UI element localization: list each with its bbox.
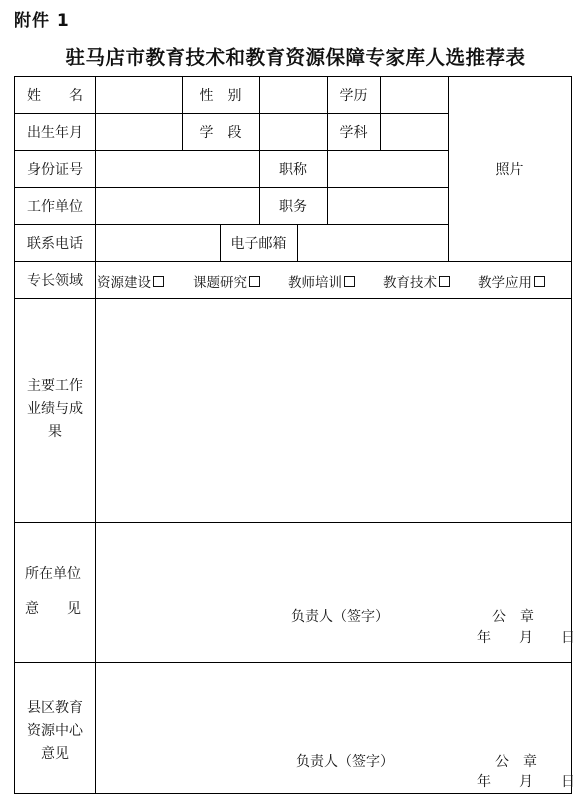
row-divider <box>15 261 571 262</box>
row-divider <box>15 298 571 299</box>
title-rank-label: 职称 <box>279 161 307 178</box>
row-divider <box>15 662 571 663</box>
recommendation-form <box>14 76 575 794</box>
photo-label: 照片 <box>495 162 524 178</box>
checkbox-icon[interactable] <box>249 276 260 287</box>
column-divider <box>380 77 381 150</box>
column-divider <box>297 224 298 261</box>
birth-label: 出生年月 <box>27 124 83 141</box>
specialty-option-research[interactable]: 课题研究 <box>193 271 260 291</box>
checkbox-icon[interactable] <box>439 276 450 287</box>
checkbox-icon[interactable] <box>534 276 545 287</box>
unit-date-label: 年 月 日 <box>477 630 575 646</box>
unit-opinion-label-line1: 所在单位 <box>25 566 81 582</box>
specialty-option-resource[interactable]: 资源建设 <box>97 271 164 291</box>
row-divider <box>15 522 571 523</box>
county-seal-label: 公 章 <box>495 754 537 770</box>
email-label: 电子邮箱 <box>230 235 287 252</box>
work-unit-label: 工作单位 <box>27 198 83 215</box>
unit-signer-label: 负责人（签字） <box>291 609 389 625</box>
county-opinion-label: 县区教育 资源中心 意见 <box>27 700 83 762</box>
gender-label: 性 别 <box>199 88 242 104</box>
name-label: 姓 名 <box>27 88 83 104</box>
specialty-option-training[interactable]: 教师培训 <box>288 271 355 291</box>
specialty-option-technology[interactable]: 教育技术 <box>383 271 450 291</box>
unit-seal-label: 公 章 <box>492 609 534 625</box>
id-number-label: 身份证号 <box>27 161 83 178</box>
attachment-label: 附件 1 <box>14 11 70 31</box>
position-label: 职务 <box>279 198 307 215</box>
checkbox-icon[interactable] <box>344 276 355 287</box>
stage-label: 学 段 <box>199 124 242 141</box>
specialty-label: 专长领域 <box>27 272 83 289</box>
checkbox-icon[interactable] <box>153 276 164 287</box>
column-divider <box>95 77 96 793</box>
phone-label: 联系电话 <box>27 235 83 252</box>
education-label: 学历 <box>339 88 368 104</box>
page-title: 驻马店市教育技术和教育资源保障专家库人选推荐表 <box>65 46 526 69</box>
county-signer-label: 负责人（签字） <box>296 754 394 770</box>
achievements-label: 主要工作 业绩与成 果 <box>27 378 83 440</box>
specialty-option-application[interactable]: 教学应用 <box>478 271 545 291</box>
subject-label: 学科 <box>339 124 368 141</box>
unit-opinion-label-line2: 意 见 <box>25 601 81 617</box>
county-date-label: 年 月 日 <box>477 774 575 790</box>
